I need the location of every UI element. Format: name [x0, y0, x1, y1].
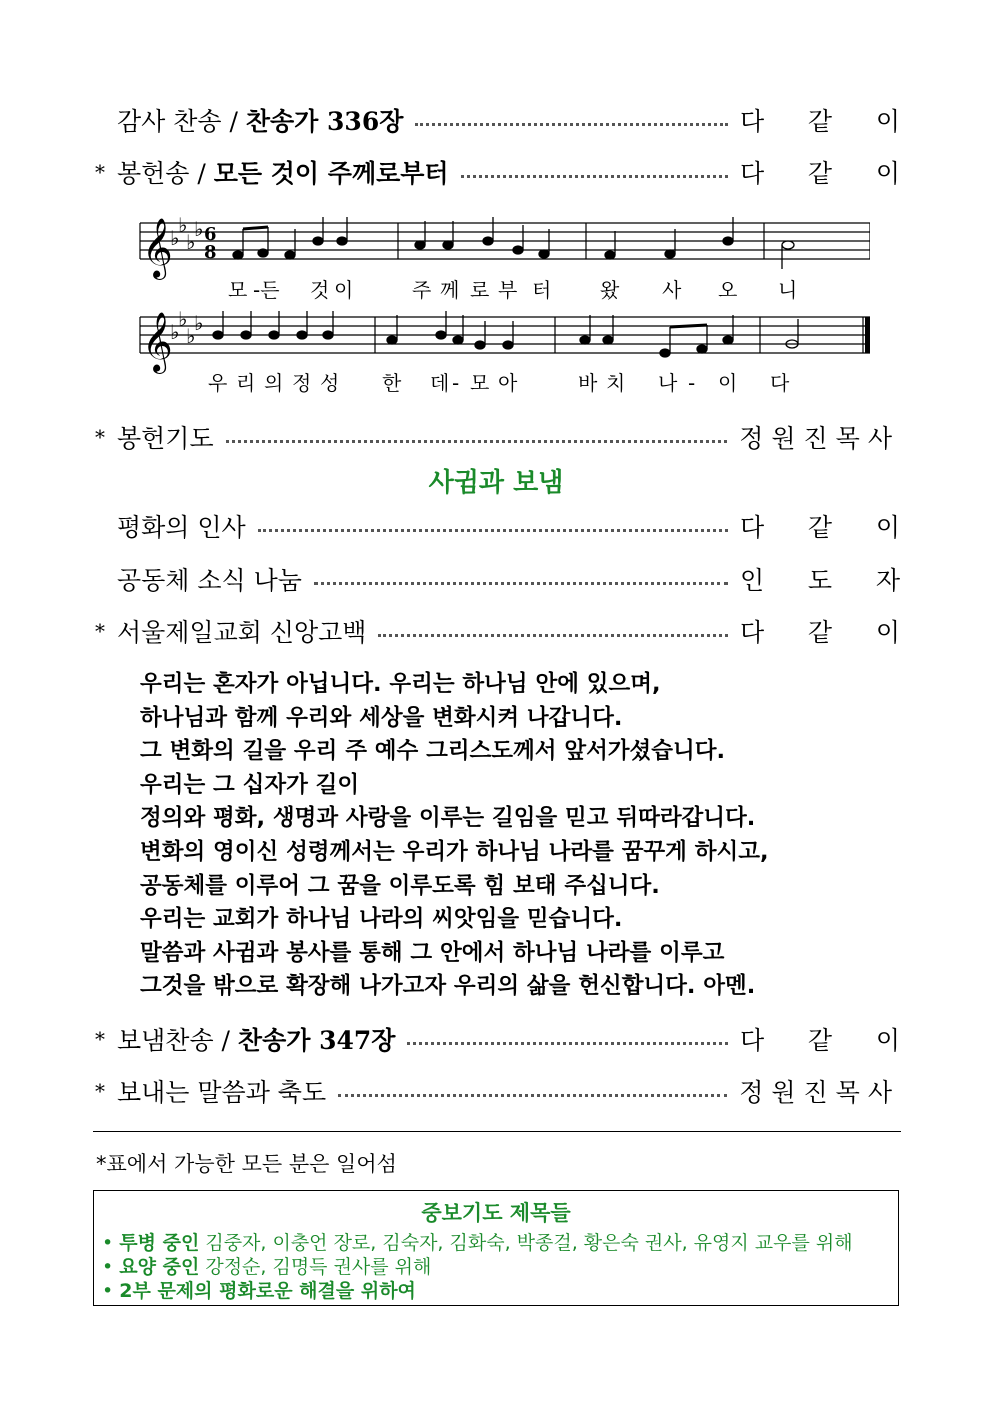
svg-text:우: 우 [208, 371, 228, 395]
svg-text:♭: ♭ [194, 217, 204, 241]
row-label-bold: 모든 것이 주께로부터 [213, 159, 449, 188]
svg-text:주: 주 [412, 278, 432, 302]
treble-clef-icon: 𝄞 [142, 218, 173, 278]
creed-line: 그 변화의 길을 우리 주 예수 그리스도께서 앞서가셨습니다. [140, 738, 726, 765]
svg-text:♭: ♭ [186, 324, 196, 348]
who-char: 이 [875, 1026, 900, 1055]
order-row-peace-greeting [95, 506, 900, 546]
time-sig-bottom: 8 [204, 242, 217, 263]
svg-text:-: - [452, 371, 460, 395]
music-score [130, 205, 870, 405]
order-row-benediction [95, 1071, 900, 1111]
order-row-community-news [95, 559, 900, 599]
svg-text:다: 다 [770, 371, 790, 395]
prayer-box [93, 1190, 899, 1306]
svg-text:치: 치 [606, 371, 626, 395]
svg-text:이: 이 [334, 278, 354, 302]
creed-line: 우리는 교회가 하나님 나라의 씨앗임을 믿습니다. [140, 906, 623, 933]
svg-text:의: 의 [264, 371, 284, 395]
svg-text:것: 것 [310, 278, 330, 302]
svg-text:모: 모 [228, 278, 248, 302]
order-row-creed [95, 611, 900, 651]
who-char: 다 [740, 159, 765, 188]
svg-text:한: 한 [382, 371, 402, 395]
svg-text:왔: 왔 [600, 278, 620, 302]
creed-line: 변화의 영이신 성령께서는 우리가 하나님 나라를 꿈꾸게 하시고, [140, 838, 769, 865]
row-label: 감사 찬송 / [117, 107, 246, 136]
who-char: 같 [807, 513, 833, 542]
prayer-item [102, 1279, 898, 1303]
row-who [740, 102, 900, 138]
who-char: 다 [740, 618, 765, 647]
svg-text:오: 오 [718, 278, 738, 302]
row-who: 정원진목사 [739, 1078, 900, 1107]
row-label: 봉헌기도 [117, 424, 214, 453]
who-char: 인 [740, 566, 765, 595]
leader-dots [338, 1094, 727, 1097]
svg-text:성: 성 [320, 371, 340, 395]
prayer-item [102, 1231, 898, 1255]
svg-text:나: 나 [658, 371, 678, 395]
leader-dots [258, 529, 728, 532]
creed-text [140, 668, 880, 1004]
row-star: * [95, 619, 105, 643]
row-label: 공동체 소식 나눔 [117, 566, 302, 595]
prayer-item [102, 1255, 898, 1279]
who-char: 자 [875, 566, 900, 595]
leader-dots [407, 1042, 728, 1045]
bullet: • [102, 1280, 114, 1302]
who-char: 다 [740, 107, 765, 136]
svg-text:-: - [688, 371, 696, 395]
prayer-item-heading: 2부 문제의 평화로운 해결을 위하여 [119, 1280, 416, 1302]
svg-text:정: 정 [292, 371, 312, 395]
who-char: 같 [807, 159, 833, 188]
row-label-bold: 찬송가 336장 [245, 107, 404, 136]
order-row-offering-prayer [95, 417, 900, 457]
divider [93, 1131, 901, 1132]
notes-line-2 [213, 311, 798, 357]
lyrics-line-2 [208, 371, 790, 395]
svg-text:니: 니 [778, 278, 798, 302]
svg-text:터: 터 [532, 278, 552, 302]
svg-text:리: 리 [236, 371, 256, 395]
svg-text:♭: ♭ [178, 307, 188, 331]
svg-text:♭: ♭ [170, 320, 180, 344]
row-star: * [95, 1079, 105, 1103]
prayer-item-text: 김중자, 이충언 장로, 김숙자, 김화숙, 박종걸, 황은숙 권사, 유영지 교우를 위해 [199, 1232, 853, 1254]
row-label: 봉헌송 / [117, 159, 214, 188]
standing-note: *표에서 가능한 모든 분은 일어섬 [96, 1152, 397, 1176]
prayer-box-title: 중보기도 제목들 [421, 1201, 571, 1225]
row-who [740, 508, 900, 544]
row-who [740, 613, 900, 649]
row-label-bold: 찬송가 347장 [237, 1026, 396, 1055]
section-title: 사귐과 보냄 [428, 468, 564, 498]
notes-line-1 [233, 217, 794, 269]
row-star: * [95, 425, 105, 449]
svg-text:로: 로 [470, 278, 490, 302]
row-star: * [95, 1027, 105, 1051]
who-char: 도 [807, 566, 833, 595]
svg-text:♭: ♭ [186, 230, 196, 254]
row-who [740, 154, 900, 190]
who-char: 같 [807, 618, 833, 647]
who-char: 다 [740, 513, 765, 542]
row-label: 보내는 말씀과 축도 [117, 1078, 327, 1107]
who-char: 같 [807, 1026, 833, 1055]
creed-line: 그것을 밖으로 확장해 나가고자 우리의 삶을 헌신합니다. 아멘. [140, 973, 756, 1000]
svg-text:바: 바 [578, 371, 598, 395]
row-star: * [95, 160, 105, 184]
time-sig-top: 6 [204, 224, 217, 245]
treble-clef-icon: 𝄞 [142, 312, 173, 372]
order-row-offering-song [95, 152, 900, 192]
who-char: 이 [875, 107, 900, 136]
prayer-item-heading: 투병 중인 [119, 1232, 200, 1254]
leader-dots [314, 582, 728, 585]
svg-text:아: 아 [498, 371, 518, 395]
svg-text:사: 사 [662, 278, 682, 302]
svg-text:♭: ♭ [194, 311, 204, 335]
svg-text:-든: -든 [253, 278, 280, 302]
who-char: 다 [740, 1026, 765, 1055]
creed-line: 우리는 그 십자가 길이 [140, 771, 360, 798]
who-char: 같 [807, 107, 833, 136]
leader-dots [415, 123, 728, 126]
prayer-item-text: 강정순, 김명득 권사를 위해 [199, 1256, 432, 1278]
bullet: • [102, 1256, 114, 1278]
creed-line: 공동체를 이루어 그 꿈을 이루도록 힘 보태 주십니다. [140, 872, 660, 899]
creed-line: 하나님과 함께 우리와 세상을 변화시켜 나갑니다. [140, 704, 623, 731]
svg-text:부: 부 [498, 278, 518, 302]
svg-text:이: 이 [718, 371, 738, 395]
leader-dots [378, 634, 728, 637]
leader-dots [461, 175, 728, 178]
row-who: 정원진목사 [739, 424, 900, 453]
creed-line: 정의와 평화, 생명과 사랑을 이루는 길임을 믿고 뒤따라갑니다. [140, 805, 756, 832]
who-char: 이 [875, 618, 900, 647]
leader-dots [226, 440, 728, 443]
prayer-list [94, 1231, 898, 1303]
svg-text:♭: ♭ [178, 213, 188, 237]
who-char: 이 [875, 159, 900, 188]
svg-text:모: 모 [470, 371, 490, 395]
creed-line: 우리는 혼자가 아닙니다. 우리는 하나님 안에 있으며, [140, 671, 661, 697]
who-char: 이 [875, 513, 900, 542]
svg-text:데: 데 [430, 371, 450, 395]
order-row-thanks-hymn [95, 100, 900, 140]
row-who [740, 1021, 900, 1057]
row-label: 서울제일교회 신앙고백 [117, 618, 367, 647]
order-row-sending-hymn [95, 1019, 900, 1059]
prayer-item-heading: 요양 중인 [119, 1256, 200, 1278]
svg-text:♭: ♭ [170, 226, 180, 250]
svg-text:께: 께 [440, 278, 460, 302]
row-label: 보냄찬송 / [117, 1026, 238, 1055]
row-who [740, 561, 900, 597]
lyrics-line-1 [228, 278, 797, 302]
creed-line: 말씀과 사귐과 봉사를 통해 그 안에서 하나님 나라를 이루고 [140, 939, 725, 966]
row-label: 평화의 인사 [117, 513, 246, 542]
bullet: • [102, 1232, 114, 1254]
key-signature-flats [170, 213, 203, 348]
